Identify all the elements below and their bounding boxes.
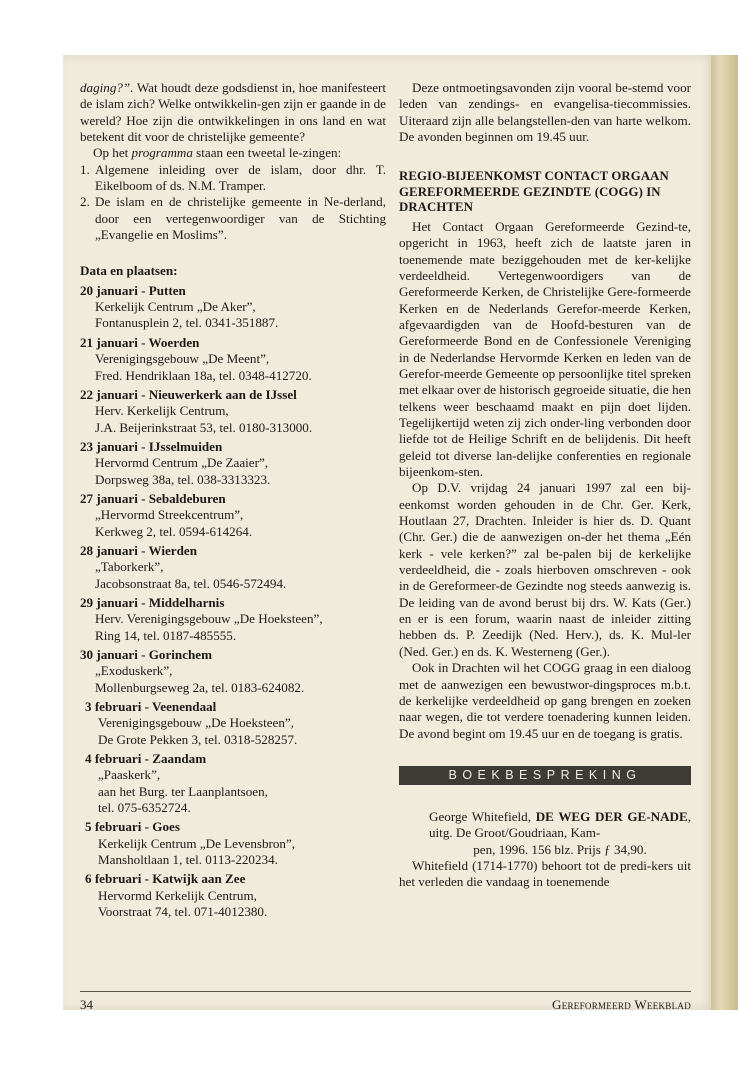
- review-paragraph: Whitefield (1714-1770) behoort tot de predi-kers uit het verleden die vandaag in toenemende: [399, 857, 691, 890]
- intro-italic: daging?”.: [80, 80, 134, 95]
- event-address-line: „Paaskerk”,: [98, 767, 161, 783]
- meetings-paragraph: Deze ontmoetingsavonden zijn vooral be-stemd voor leden van zendings- en evangelisa-tiecommissies. Uiteraard zijn alle belangstellen-den van harte welkom. De avonden beginnen om 19.45 uur.: [399, 80, 691, 145]
- program-item: [80, 162, 386, 195]
- book-reference: [399, 809, 691, 842]
- event-entry: [80, 335, 386, 384]
- program-list: [80, 162, 386, 244]
- event-entry: [80, 819, 386, 868]
- publication-name: Gereformeerd Weekblad: [552, 997, 691, 1012]
- event-address-line: Kerkelijk Centrum „De Aker”,: [95, 299, 256, 315]
- programma-word: programma: [131, 145, 193, 161]
- program-item: [80, 194, 386, 243]
- event-date-place: 3 februari - Veenendaal: [85, 699, 217, 715]
- event-entry: [80, 595, 386, 644]
- programma-paragraph: [80, 145, 386, 161]
- event-address-line: Ring 14, tel. 0187-485555.: [95, 627, 237, 643]
- event-list: [80, 283, 386, 921]
- event-entry: [80, 699, 386, 748]
- event-entry: [80, 647, 386, 696]
- book-details-last: pen, 1996. 156 blz. Prijs ƒ 34,90.: [473, 841, 647, 857]
- event-address-line: Herv. Verenigingsgebouw „De Hoeksteen”,: [95, 611, 323, 627]
- programma-pre: Op het: [93, 145, 132, 161]
- event-date-place: 27 januari - Sebaldeburen: [80, 490, 226, 506]
- event-address-line: aan het Burg. ter Laanplantsoen,: [98, 783, 268, 799]
- article-headline: REGIO-BIJEENKOMST CONTACT ORGAAN GEREFORMEERDE GEZINDTE (COGG) IN DRACHTEN: [399, 169, 669, 215]
- event-date-place: 21 januari - Woerden: [80, 334, 200, 350]
- event-address-line: Hervormd Centrum „De Zaaier”,: [95, 455, 269, 471]
- programma-post: staan een tweetal le-zingen:: [192, 145, 342, 161]
- event-address-line: tel. 075-6352724.: [98, 800, 191, 816]
- cogg-paragraph-1: Het Contact Orgaan Gereformeerde Gezind-te, opgericht in 1963, heeft zich de laatste jaren in toenemende mate beziggehouden met de ker-kelijke verdeeldheid. Vertegenwoordigers van de Gereformeerde Kerken, de Christelijke Gere-formeerde Kerken en de Nederlands Gerefor-meerde Kerken, afgevaardigden van de Hoofd-besturen van de Gereformeerde Bond en de Confessionele Vereniging in de Nederlandse Hervormde Kerken en leden van de Gerefor-meerde Gemeente op persoonlijke titel spreken met elkaar over de historisch gegroeide situatie, die hen telkens weer beschaamd maakt en pijn doet lijden. Tegelijkertijd weten zij zich onder-ling verbonden door liefde tot de Heilige Schrift en de belijdenis. Dit heeft geleid tot diverse lan-delijke conferenties en regionale bijeenkom-sten.: [399, 218, 691, 480]
- event-address-line: Dorpsweg 38a, tel. 038-3313323.: [95, 471, 271, 487]
- event-entry: [80, 387, 386, 436]
- book-author: George Whitefield,: [429, 808, 536, 824]
- program-item-text: De islam en de christelijke gemeente in Ne-derland, door een vertegenwoordiger van de Stichting „Evangelie en Moslims”.: [95, 194, 386, 243]
- book-title: DE WEG DER GE-NADE: [535, 808, 688, 824]
- section-band: BOEKBESPREKING: [399, 766, 691, 785]
- right-column: [399, 80, 691, 891]
- event-entry: [80, 439, 386, 488]
- cogg-paragraph-2: Op D.V. vrijdag 24 januari 1997 zal een bij-eenkomst worden gehouden in de Chr. Ger. Kerk, Houtlaan 27, Drachten. Inleider is hier ds. D. Quant (Chr. Ger.) die de aanwezigen on-der het thema „Eén kerk - vele kerken?” zal be-palen bij de kerkelijke verdeeldheid, die - zoals hierboven omschreven - ook in de Gereformeer-de Gezindte nog steeds aanwezig is. De leiding van de avond berust bij drs. W. Kats (Ger.) en er is een forum, waarin naast de inleider zitting hebben ds. P. Zeedijk (Ned. Herv.), ds. K. Mul-ler (Ned. Ger.) en ds. K. Westerneng (Ger.).: [399, 480, 691, 659]
- event-date-place: 20 januari - Putten: [80, 282, 186, 298]
- event-entry: [80, 751, 386, 816]
- event-address-line: Kerkweg 2, tel. 0594-614264.: [95, 523, 253, 539]
- event-date-place: 23 januari - IJsselmuiden: [80, 438, 223, 454]
- event-date-place: 5 februari - Goes: [85, 819, 180, 835]
- event-address-line: „Taborkerk”,: [95, 559, 164, 575]
- event-date-place: 4 februari - Zaandam: [85, 751, 207, 767]
- event-address-line: Herv. Kerkelijk Centrum,: [95, 403, 229, 419]
- event-address-line: „Hervormd Streekcentrum”,: [95, 507, 244, 523]
- event-entry: [80, 283, 386, 332]
- event-address-line: De Grote Pekken 3, tel. 0318-528257.: [98, 731, 298, 747]
- event-address-line: Fred. Hendriklaan 18a, tel. 0348-412720.: [95, 367, 312, 383]
- program-item-text: Algemene inleiding over de islam, door dhr. T. Eikelboom of ds. N.M. Tramper.: [95, 161, 386, 194]
- event-address-line: Mansholtlaan 1, tel. 0113-220234.: [98, 852, 278, 868]
- intro-text: Wat houdt deze godsdienst in, hoe manifesteert de islam zich? Welke ontwikkelin-gen zijn er gaande in de wereld? Hoe zijn die ontwikkelingen in ons land en wat betekent dit voor de christelijke gemeente?: [80, 80, 386, 145]
- event-entry: [80, 491, 386, 540]
- event-entry: [80, 543, 386, 592]
- event-date-place: 28 januari - Wierden: [80, 542, 197, 558]
- event-date-place: 22 januari - Nieuwerkerk aan de IJssel: [80, 386, 297, 402]
- event-address-line: Verenigingsgebouw „De Meent”,: [95, 351, 270, 367]
- intro-paragraph: [80, 80, 386, 145]
- event-address-line: Hervormd Kerkelijk Centrum,: [98, 887, 257, 903]
- program-item-number: 2.: [80, 194, 90, 210]
- event-address-line: Kerkelijk Centrum „De Levensbron”,: [98, 835, 296, 851]
- event-date-place: 30 januari - Gorinchem: [80, 647, 213, 662]
- event-date-place: 29 januari - Middelharnis: [80, 594, 225, 610]
- footer-rule: [80, 991, 691, 992]
- book-details: , uitg. De Groot/Goudriaan, Kam-: [429, 808, 691, 841]
- event-entry: [80, 871, 386, 920]
- event-date-place: 6 februari - Katwijk aan Zee: [85, 871, 246, 887]
- event-address-line: Fontanusplein 2, tel. 0341-351887.: [95, 315, 279, 331]
- event-address-line: Mollenburgseweg 2a, tel. 0183-624082.: [95, 679, 305, 695]
- event-address-line: Voorstraat 74, tel. 071-4012380.: [98, 904, 268, 920]
- dates-heading: Data en plaatsen:: [80, 263, 178, 279]
- event-address-line: J.A. Beijerinkstraat 53, tel. 0180-313000.: [95, 419, 313, 435]
- cogg-paragraph-3: Ook in Drachten wil het COGG graag in een dialoog met de aanwezigen een bewustwor-dingsproces m.b.t. de kerkelijke verdeeldheid op gang brengen en zoeken naar wegen, die tot verdere toenadering kunnen leiden. De avond begint om 19.45 uur en de toegang is gratis.: [399, 660, 691, 741]
- program-item-number: 1.: [80, 161, 90, 177]
- event-address-line: Jacobsonstraat 8a, tel. 0546-572494.: [95, 575, 287, 591]
- page-number: 34: [80, 997, 93, 1012]
- event-address-line: Verenigingsgebouw „De Hoeksteen”,: [98, 715, 294, 731]
- left-column: [80, 80, 386, 921]
- page-edge: [711, 55, 738, 1010]
- event-address-line: „Exoduskerk”,: [95, 663, 173, 679]
